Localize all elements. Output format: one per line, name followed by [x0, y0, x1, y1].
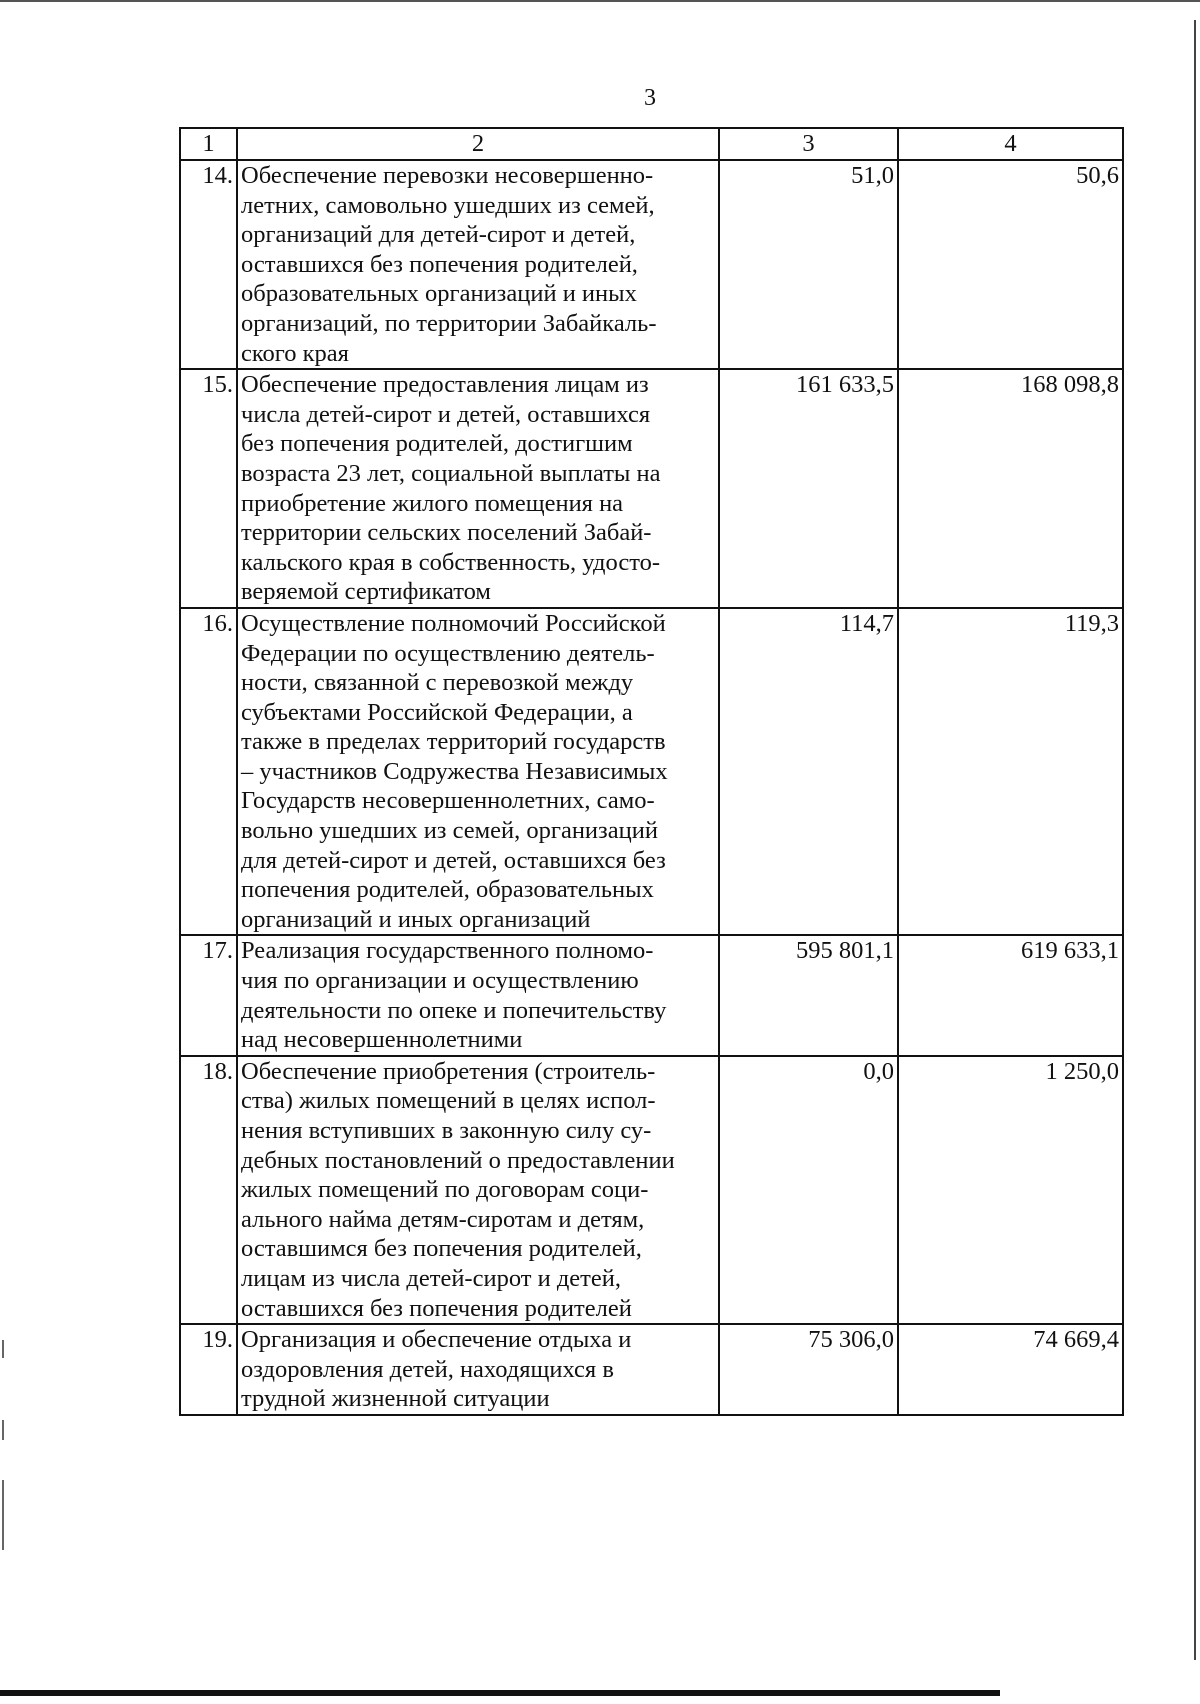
row-number: 17. [180, 935, 237, 1055]
row-value-col3: 114,7 [719, 608, 898, 936]
row-description [237, 1056, 719, 1324]
row-value-col3: 595 801,1 [719, 935, 898, 1055]
column-header: 2 [237, 128, 719, 160]
column-header: 1 [180, 128, 237, 160]
row-description-text: Осуществление полномочий Российской Федерации по осуществлению деятель- ности, связанной с перевозкой между субъектами Российской Федерации, а также в пределах территорий государств – участников Содружества Независимых Государств несовершеннолетних, само- вольно ушедших из семей, организаций для детей-сирот и детей, оставшихся без попечения родителей, образовательных организаций и иных организаций [241, 609, 668, 933]
row-description [237, 608, 719, 936]
row-description [237, 1324, 719, 1415]
row-description-text: Реализация государственного полномо- чия по организации и осуществлению деятельности по опеке и попечительству над несовершеннолетними [241, 937, 667, 1054]
row-description-text: Организация и обеспечение отдыха и оздоровления детей, находящихся в трудной жизненной ситуации [241, 1326, 632, 1413]
row-description [237, 369, 719, 608]
page-number: 3 [644, 85, 656, 111]
table-row [180, 160, 1123, 369]
row-description [237, 160, 719, 369]
scan-left-mark [2, 1340, 4, 1358]
row-number: 16. [180, 608, 237, 936]
table-row [180, 1324, 1123, 1415]
scan-bottom-edge [0, 1690, 1000, 1696]
row-value-col4: 119,3 [898, 608, 1123, 936]
row-value-col3: 51,0 [719, 160, 898, 369]
scan-right-edge [1194, 20, 1196, 1660]
table-row [180, 1056, 1123, 1324]
column-header: 3 [719, 128, 898, 160]
scan-left-mark [2, 1420, 4, 1440]
row-value-col4: 74 669,4 [898, 1324, 1123, 1415]
table-row [180, 935, 1123, 1055]
table-row [180, 369, 1123, 608]
row-number: 19. [180, 1324, 237, 1415]
scan-top-edge [0, 0, 1200, 2]
row-value-col4: 619 633,1 [898, 935, 1123, 1055]
row-description-text: Обеспечение приобретения (строитель- ства) жилых помещений в целях испол- нения вступивших в законную силу су- дебных постановлений о предоставлении жилых помещений по договорам соци- ального найма детям-сиротам и детям, оставшимся без попечения родителей, лицам из числа детей-сирот и детей, оставшихся без попечения родителей [241, 1057, 675, 1322]
row-value-col3: 0,0 [719, 1056, 898, 1324]
row-description-text: Обеспечение перевозки несовершенно- летних, самовольно ушедших из семей, организаций для детей-сирот и детей, оставшихся без попечения родителей, образовательных организаций и иных организаций, по территории Забайкаль- ского края [241, 162, 657, 367]
table-row [180, 608, 1123, 936]
column-header: 4 [898, 128, 1123, 160]
row-number: 15. [180, 369, 237, 608]
row-value-col3: 161 633,5 [719, 369, 898, 608]
row-description [237, 935, 719, 1055]
row-value-col3: 75 306,0 [719, 1324, 898, 1415]
row-description-text: Обеспечение предоставления лицам из числа детей-сирот и детей, оставшихся без попечения родителей, достигшим возраста 23 лет, социальной выплаты на приобретение жилого помещения на территории сельских поселений Забай- кальского края в собственность, удосто- веряемой сертификатом [241, 371, 661, 606]
row-value-col4: 168 098,8 [898, 369, 1123, 608]
budget-table [179, 127, 1124, 1416]
table-header-row [180, 128, 1123, 160]
scan-left-mark [2, 1480, 4, 1550]
row-value-col4: 50,6 [898, 160, 1123, 369]
row-value-col4: 1 250,0 [898, 1056, 1123, 1324]
row-number: 18. [180, 1056, 237, 1324]
row-number: 14. [180, 160, 237, 369]
